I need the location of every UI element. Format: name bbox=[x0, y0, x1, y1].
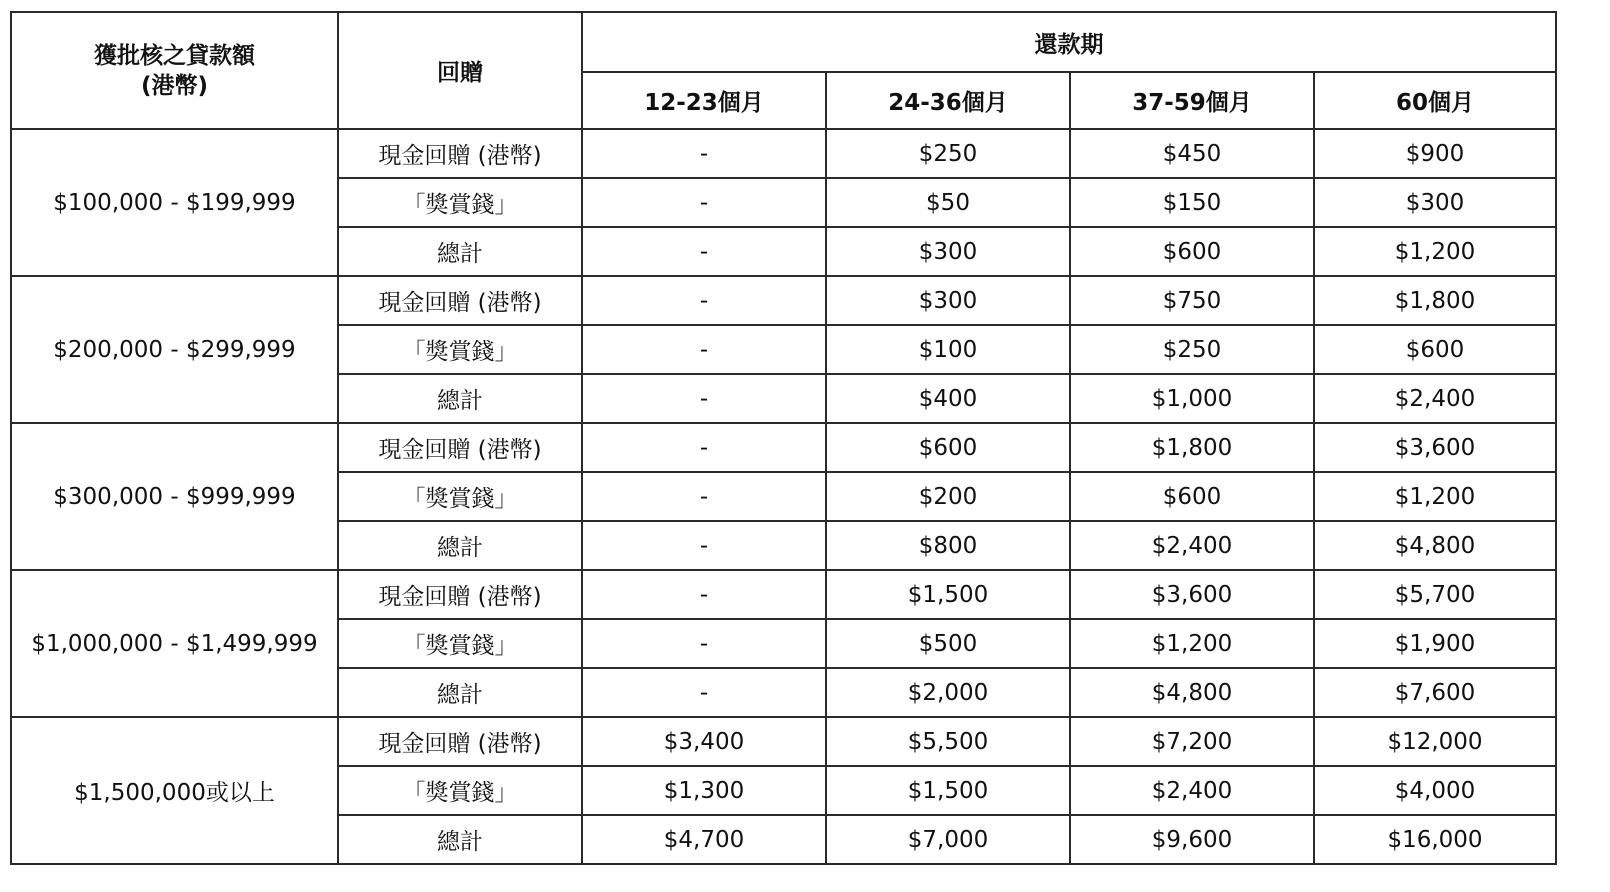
table-cell-total: $1,000 bbox=[1070, 374, 1314, 423]
tier-range: $200,000 - $299,999 bbox=[11, 276, 338, 423]
row-label-bonus: 「獎賞錢」 bbox=[338, 325, 582, 374]
table-cell: $1,500 bbox=[826, 570, 1070, 619]
table-cell: $100 bbox=[826, 325, 1070, 374]
table-cell-total: $400 bbox=[826, 374, 1070, 423]
table-cell: $500 bbox=[826, 619, 1070, 668]
row-label-total: 總計 bbox=[338, 668, 582, 717]
header-rebate: 回贈 bbox=[338, 12, 582, 129]
table-cell: - bbox=[582, 521, 826, 570]
table-cell: - bbox=[582, 276, 826, 325]
row-label-bonus: 「獎賞錢」 bbox=[338, 472, 582, 521]
table-cell: $1,900 bbox=[1314, 619, 1556, 668]
table-cell-total: $600 bbox=[1070, 227, 1314, 276]
table-cell-total: $4,800 bbox=[1070, 668, 1314, 717]
table-cell: $4,000 bbox=[1314, 766, 1556, 815]
row-label-cash: 現金回贈 (港幣) bbox=[338, 129, 582, 178]
table-cell-total: $300 bbox=[826, 227, 1070, 276]
table-cell: - bbox=[582, 668, 826, 717]
table-cell: - bbox=[582, 374, 826, 423]
table-cell: - bbox=[582, 619, 826, 668]
table-cell-total: $1,200 bbox=[1314, 227, 1556, 276]
table-cell-total: $2,400 bbox=[1070, 521, 1314, 570]
table-cell-total: $9,600 bbox=[1070, 815, 1314, 864]
table-cell: - bbox=[582, 325, 826, 374]
table-row bbox=[11, 129, 1556, 178]
table-cell: $3,600 bbox=[1314, 423, 1556, 472]
table-cell: $200 bbox=[826, 472, 1070, 521]
table-cell: $300 bbox=[1314, 178, 1556, 227]
header-period-2: 24-36個月 bbox=[826, 72, 1070, 129]
row-label-cash: 現金回贈 (港幣) bbox=[338, 717, 582, 766]
row-label-cash: 現金回贈 (港幣) bbox=[338, 276, 582, 325]
table-cell: $5,500 bbox=[826, 717, 1070, 766]
table-row bbox=[11, 423, 1556, 472]
table-cell-total: $7,000 bbox=[826, 815, 1070, 864]
tier-range: $100,000 - $199,999 bbox=[11, 129, 338, 276]
table-cell: $1,800 bbox=[1070, 423, 1314, 472]
table-cell: $2,400 bbox=[1070, 766, 1314, 815]
table-cell-total: $4,800 bbox=[1314, 521, 1556, 570]
table-cell: $3,400 bbox=[582, 717, 826, 766]
table-cell-total: $2,000 bbox=[826, 668, 1070, 717]
header-loan-amount-line2: (港幣) bbox=[140, 72, 209, 99]
table-cell: $250 bbox=[1070, 325, 1314, 374]
table-cell: - bbox=[582, 472, 826, 521]
row-label-total: 總計 bbox=[338, 374, 582, 423]
table-cell: $300 bbox=[826, 276, 1070, 325]
header-period-1: 12-23個月 bbox=[582, 72, 826, 129]
row-label-bonus: 「獎賞錢」 bbox=[338, 619, 582, 668]
table-cell: $250 bbox=[826, 129, 1070, 178]
header-period-4: 60個月 bbox=[1314, 72, 1556, 129]
table-cell: $900 bbox=[1314, 129, 1556, 178]
row-label-cash: 現金回贈 (港幣) bbox=[338, 423, 582, 472]
table-cell: $1,200 bbox=[1070, 619, 1314, 668]
table-cell: $1,200 bbox=[1314, 472, 1556, 521]
tier-range: $1,000,000 - $1,499,999 bbox=[11, 570, 338, 717]
table-row bbox=[11, 717, 1556, 766]
header-loan-amount-line1: 獲批核之貸款額 bbox=[94, 42, 255, 69]
table-row bbox=[11, 570, 1556, 619]
table-cell: $600 bbox=[1314, 325, 1556, 374]
table-cell-total: $4,700 bbox=[582, 815, 826, 864]
table-row bbox=[11, 276, 1556, 325]
table-cell: - bbox=[582, 570, 826, 619]
row-label-bonus: 「獎賞錢」 bbox=[338, 766, 582, 815]
row-label-cash: 現金回贈 (港幣) bbox=[338, 570, 582, 619]
table-cell: $750 bbox=[1070, 276, 1314, 325]
table-cell: $7,200 bbox=[1070, 717, 1314, 766]
table-cell-total: $7,600 bbox=[1314, 668, 1556, 717]
row-label-total: 總計 bbox=[338, 521, 582, 570]
table-cell: $5,700 bbox=[1314, 570, 1556, 619]
header-loan-amount bbox=[11, 12, 338, 129]
table-cell: - bbox=[582, 227, 826, 276]
table-cell: $50 bbox=[826, 178, 1070, 227]
table-cell: $12,000 bbox=[1314, 717, 1556, 766]
table-cell: - bbox=[582, 129, 826, 178]
table-cell: $450 bbox=[1070, 129, 1314, 178]
table-cell: - bbox=[582, 423, 826, 472]
table-cell: $600 bbox=[1070, 472, 1314, 521]
header-period-3: 37-59個月 bbox=[1070, 72, 1314, 129]
table-cell: $1,500 bbox=[826, 766, 1070, 815]
row-label-total: 總計 bbox=[338, 815, 582, 864]
table-cell-total: $800 bbox=[826, 521, 1070, 570]
rebate-table bbox=[10, 11, 1557, 865]
row-label-bonus: 「獎賞錢」 bbox=[338, 178, 582, 227]
table-cell-total: $16,000 bbox=[1314, 815, 1556, 864]
table-cell: $1,300 bbox=[582, 766, 826, 815]
table-cell: - bbox=[582, 178, 826, 227]
header-repayment-period: 還款期 bbox=[582, 12, 1556, 72]
table-cell-total: $2,400 bbox=[1314, 374, 1556, 423]
table-cell: $3,600 bbox=[1070, 570, 1314, 619]
table-cell: $1,800 bbox=[1314, 276, 1556, 325]
table-cell: $600 bbox=[826, 423, 1070, 472]
tier-range: $300,000 - $999,999 bbox=[11, 423, 338, 570]
row-label-total: 總計 bbox=[338, 227, 582, 276]
table-cell: $150 bbox=[1070, 178, 1314, 227]
tier-range: $1,500,000或以上 bbox=[11, 717, 338, 864]
